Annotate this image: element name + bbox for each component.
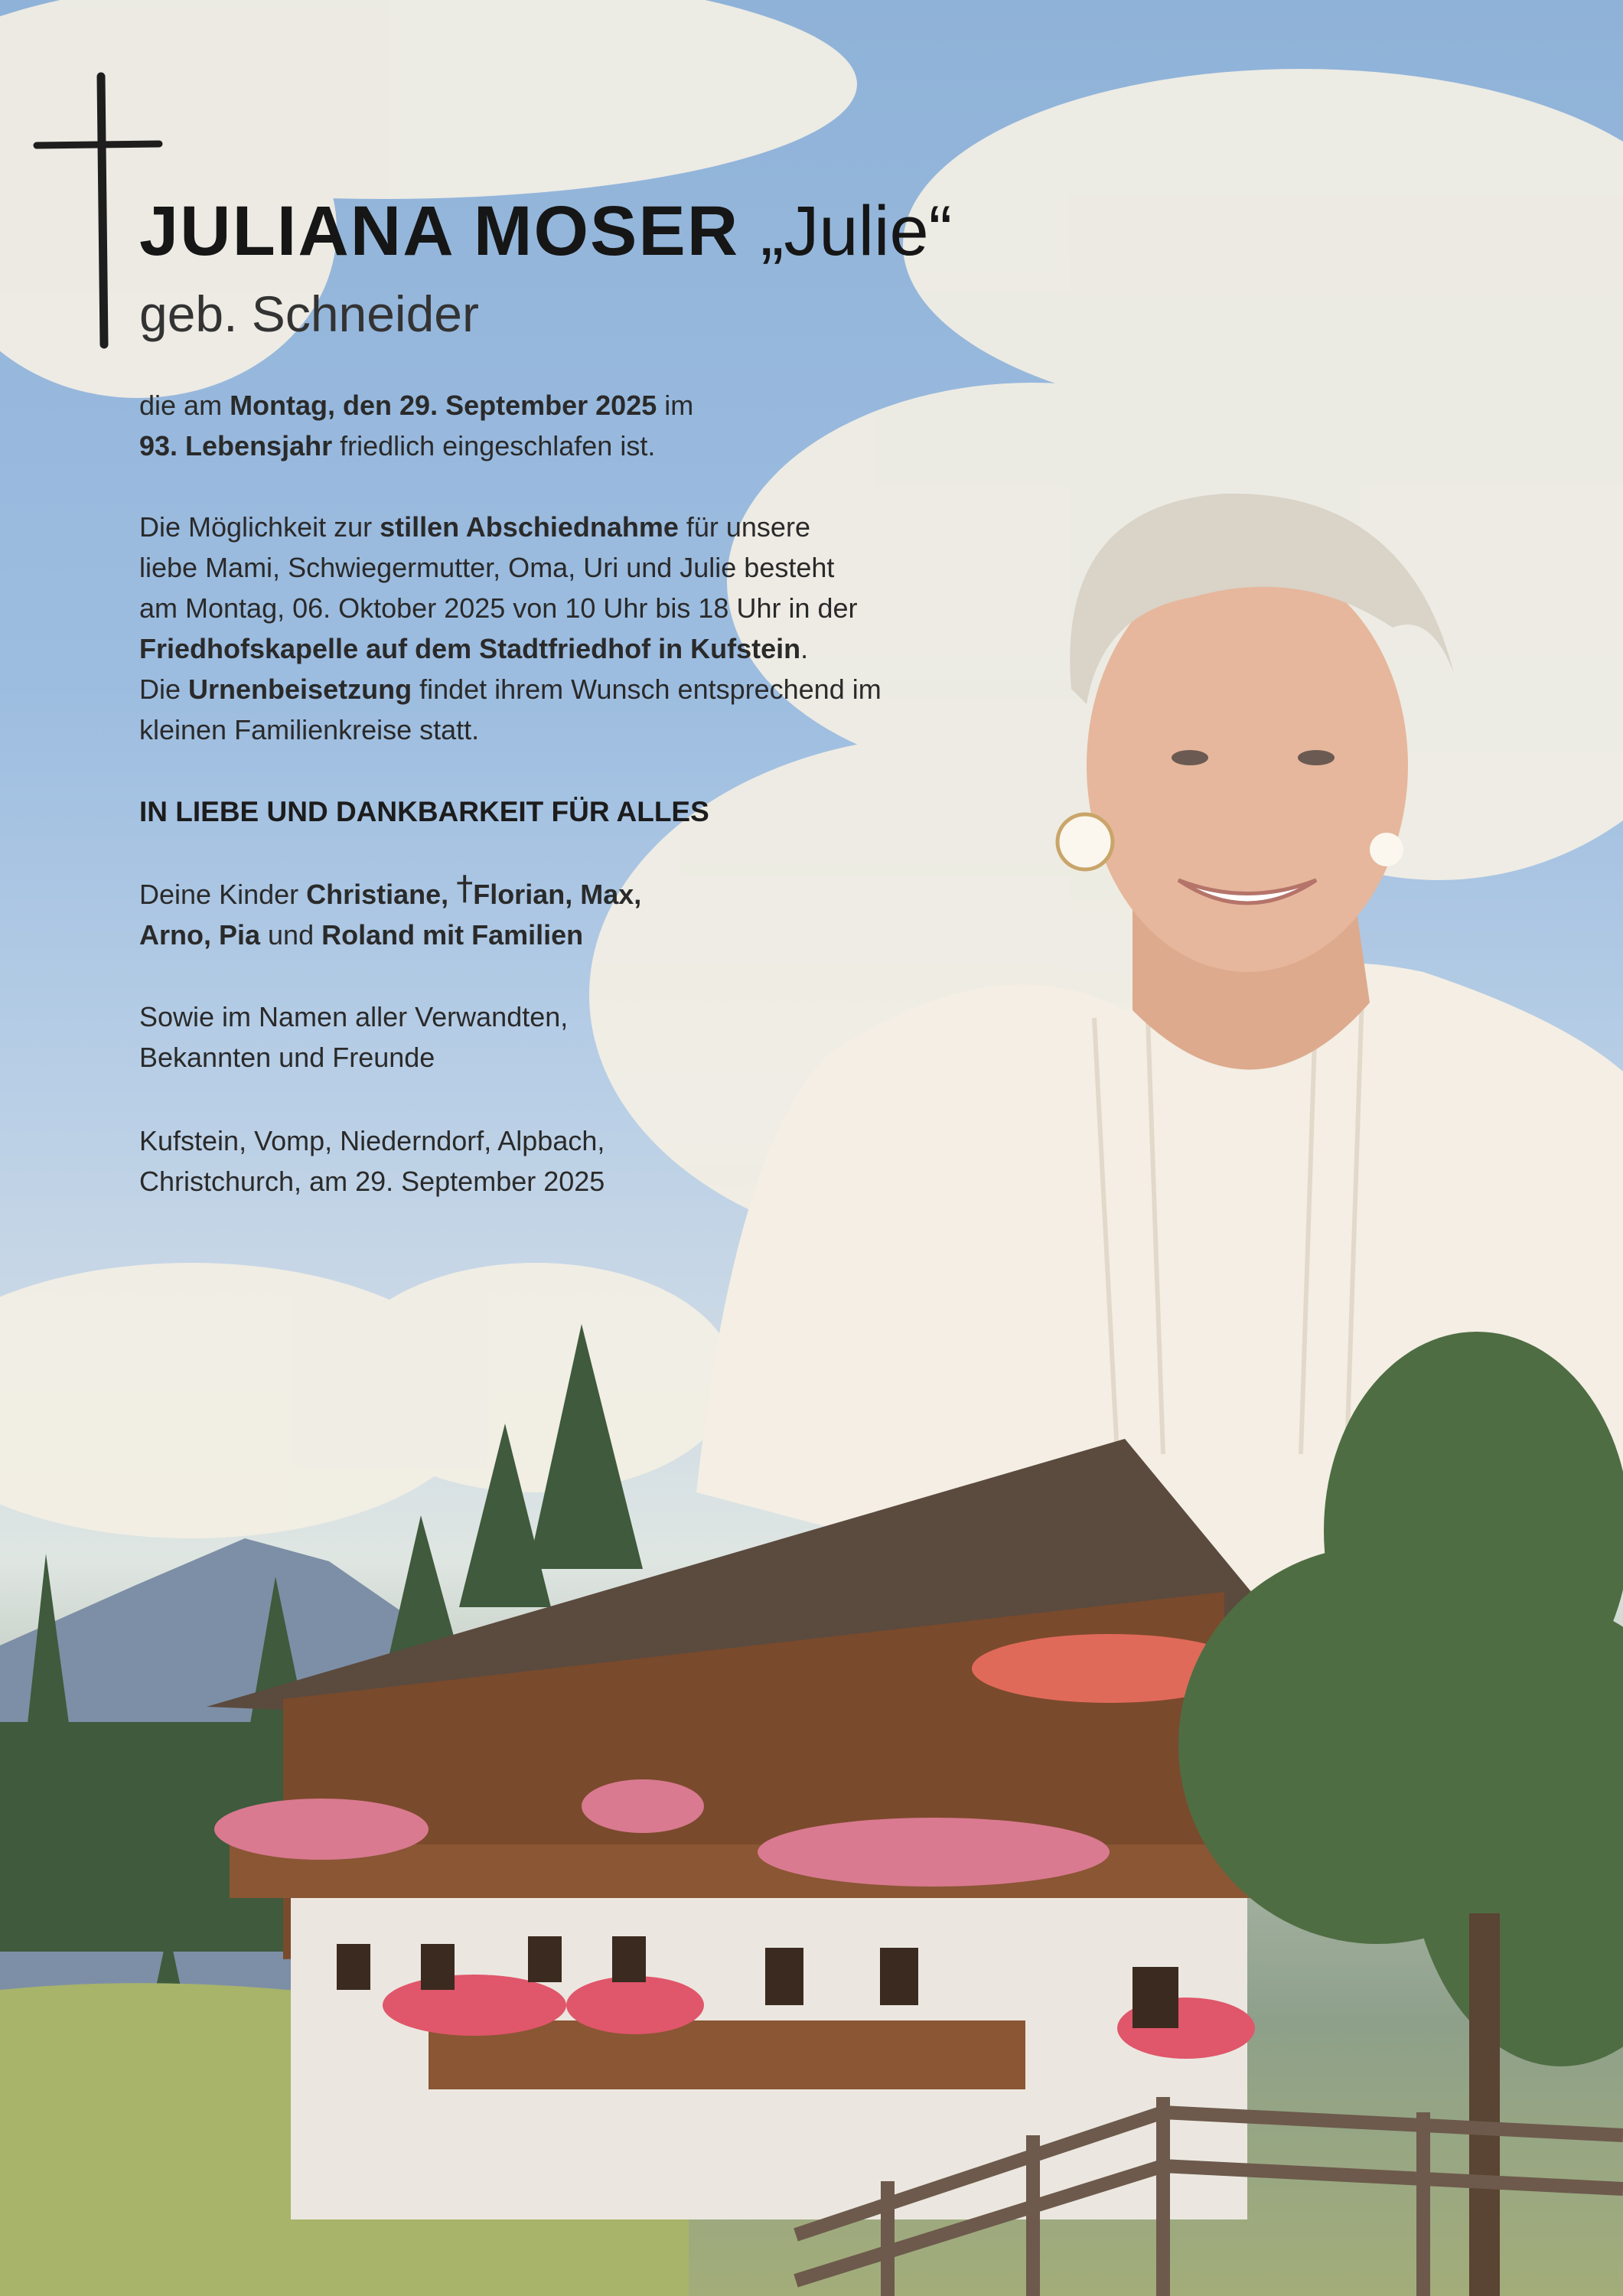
deceased-name — [139, 191, 952, 272]
farewell-t1: Die Möglichkeit zur — [139, 511, 380, 543]
farewell-location: Friedhofskapelle auf dem Stadtfriedhof in Kufstein — [139, 633, 801, 664]
death-intro: die am — [139, 390, 230, 421]
death-age: 93. Lebensjahr — [139, 430, 333, 461]
death-date: Montag, den 29. September 2025 — [230, 390, 657, 421]
name: JULIANA MOSER — [139, 192, 740, 270]
death-paragraph — [139, 385, 693, 466]
farewell-t2: für unsere — [678, 511, 810, 543]
places-line2: Christchurch, am 29. September 2025 — [139, 1166, 605, 1197]
farewell-t4: findet ihrem Wunsch entsprechend im — [412, 673, 882, 705]
nickname: „Julie“ — [760, 192, 953, 270]
death-rest: friedlich eingeschlafen ist. — [332, 430, 656, 461]
farewell-paragraph — [139, 507, 882, 750]
death-im: im — [657, 390, 694, 421]
children-paragraph — [139, 869, 642, 955]
farewell-t3: Die — [139, 673, 189, 705]
face — [1087, 559, 1408, 972]
painted-alpine-farmhouse — [207, 1439, 1270, 2219]
birth-name: geb. Schneider — [139, 285, 479, 342]
children-b4: Roland mit Familien — [321, 919, 584, 951]
small-cross-icon: † — [456, 869, 474, 908]
eye-right — [1298, 750, 1335, 765]
love-heading: IN LIEBE UND DANKBARKEIT FÜR ALLES — [139, 796, 709, 827]
farewell-dot: . — [800, 633, 809, 664]
farewell-line6: kleinen Familienkreise statt. — [139, 714, 480, 745]
children-b3: Arno, Pia — [139, 919, 261, 951]
relatives-line2: Bekannten und Freunde — [139, 1042, 435, 1073]
relatives-line1: Sowie im Namen aller Verwandten, — [139, 1001, 569, 1032]
earring-right — [1370, 833, 1403, 866]
children-b1: Christiane, — [306, 879, 457, 910]
children-b2: Florian, Max, — [473, 879, 642, 910]
farewell-b3: Urnenbeisetzung — [188, 673, 412, 705]
earring-left — [1058, 814, 1113, 869]
eye-left — [1172, 750, 1208, 765]
children-t1: Deine Kinder — [139, 879, 307, 910]
children-t2: und — [260, 919, 322, 951]
places-paragraph — [139, 1120, 605, 1202]
farewell-line3: am Montag, 06. Oktober 2025 von 10 Uhr bis 18 Uhr in der — [139, 592, 858, 624]
places-line1: Kufstein, Vomp, Niederndorf, Alpbach, — [139, 1125, 605, 1156]
relatives-paragraph — [139, 996, 568, 1078]
farewell-b1: stillen Abschiednahme — [380, 511, 679, 543]
farewell-line2: liebe Mami, Schwiegermutter, Oma, Uri und Julie besteht — [139, 552, 835, 583]
